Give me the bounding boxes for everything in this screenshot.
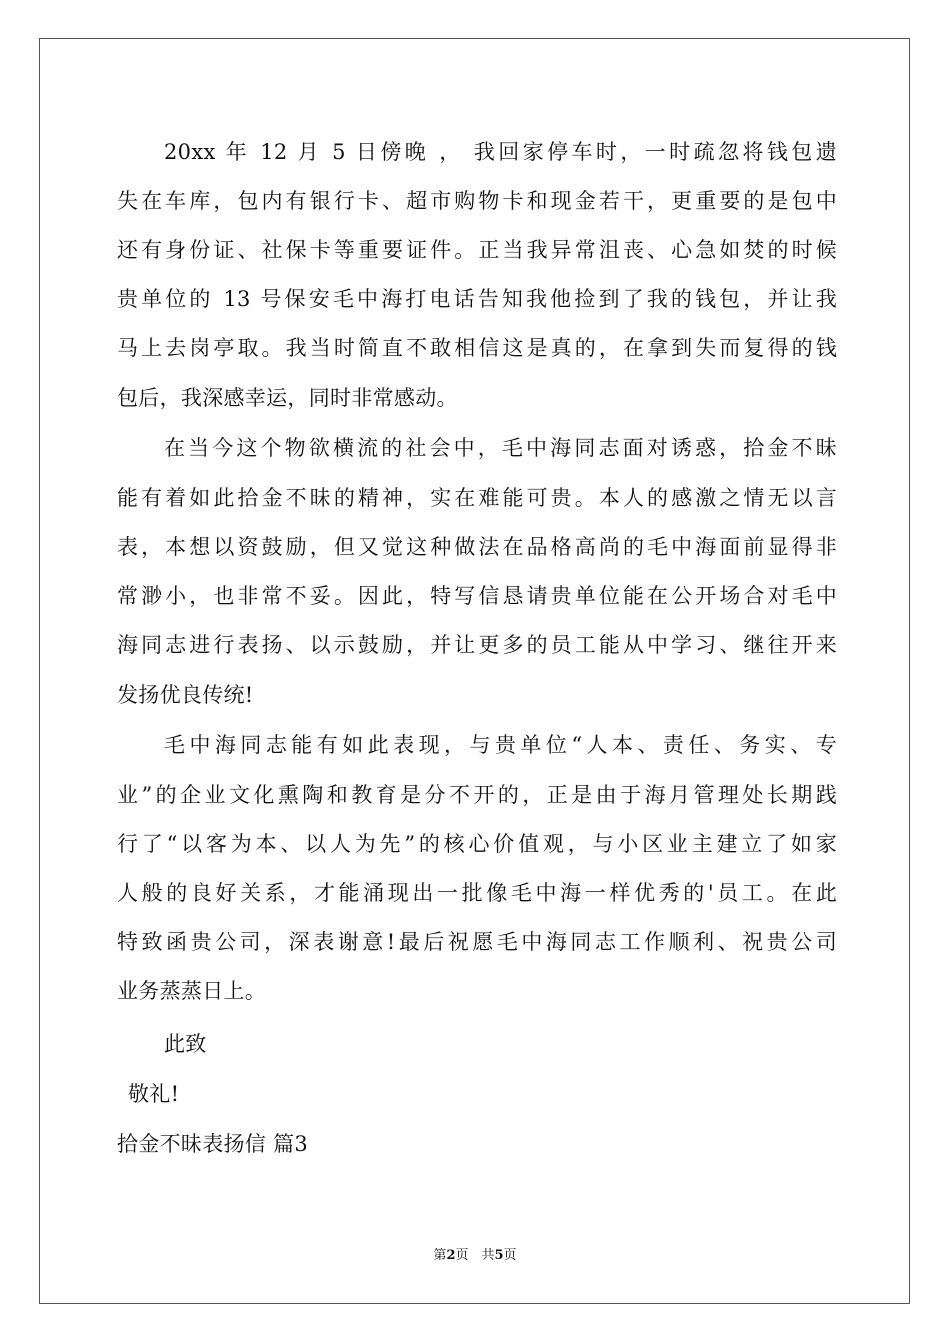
section-heading: 拾金不昧表扬信 篇3	[117, 1132, 309, 1156]
page-number-prefix: 第	[433, 1248, 447, 1263]
current-page: 2	[446, 1248, 456, 1263]
body-line: 毛中海同志能有如此表现，与贵单位“人本、责任、务实、专	[164, 733, 837, 757]
total-pages: 5	[494, 1248, 504, 1263]
page-number-suffix: 页	[503, 1248, 517, 1263]
body-line: 常渺小，也非常不妥。因此，特写信恳请贵单位能在公开场合对毛中	[117, 584, 837, 608]
body-line: 在当今这个物欲横流的社会中，毛中海同志面对诱惑，拾金不昧	[164, 436, 837, 460]
body-line: 马上去岗亭取。我当时简直不敢相信这是真的，在拿到失而复得的钱	[117, 336, 837, 360]
body-line: 能有着如此拾金不昧的精神，实在难能可贵。本人的感激之情无以言	[117, 486, 837, 510]
body-line: 人般的良好关系，才能涌现出一批像毛中海一样优秀的'员工。在此	[117, 881, 837, 905]
body-line: 业务蒸蒸日上。	[117, 979, 267, 1003]
body-line: 包后，我深感幸运，同时非常感动。	[117, 386, 458, 410]
page-frame	[39, 38, 910, 1304]
body-line: 20xx 年 12 月 5 日傍晚 ， 我回家停车时，一时疏忽将钱包遗	[164, 140, 837, 164]
body-line: 业”的企业文化熏陶和教育是分不开的，正是由于海月管理处长期践	[117, 783, 837, 807]
page-number	[0, 1247, 950, 1265]
body-line: 海同志进行表扬、以示鼓励，并让更多的员工能从中学习、继往开来	[117, 633, 837, 657]
page-number-mid: 页 共	[455, 1248, 495, 1263]
body-line: 特致函贵公司，深表谢意!最后祝愿毛中海同志工作顺利、祝贵公司	[117, 930, 837, 954]
body-line: 表，本想以资鼓励，但又觉这种做法在品格高尚的毛中海面前显得非	[117, 535, 837, 559]
body-line: 还有身份证、社保卡等重要证件。正当我异常沮丧、心急如焚的时候	[117, 238, 837, 262]
body-line: 贵单位的 13 号保安毛中海打电话告知我他捡到了我的钱包，并让我	[117, 287, 837, 311]
body-line: 失在车库，包内有银行卡、超市购物卡和现金若干，更重要的是包中	[117, 189, 837, 213]
salutation-line: 敬礼!	[128, 1082, 180, 1106]
body-line: 行了“以客为本、以人为先”的核心价值观，与小区业主建立了如家	[117, 832, 837, 856]
closing-line: 此致	[164, 1032, 207, 1056]
body-line: 发扬优良传统!	[117, 683, 254, 707]
